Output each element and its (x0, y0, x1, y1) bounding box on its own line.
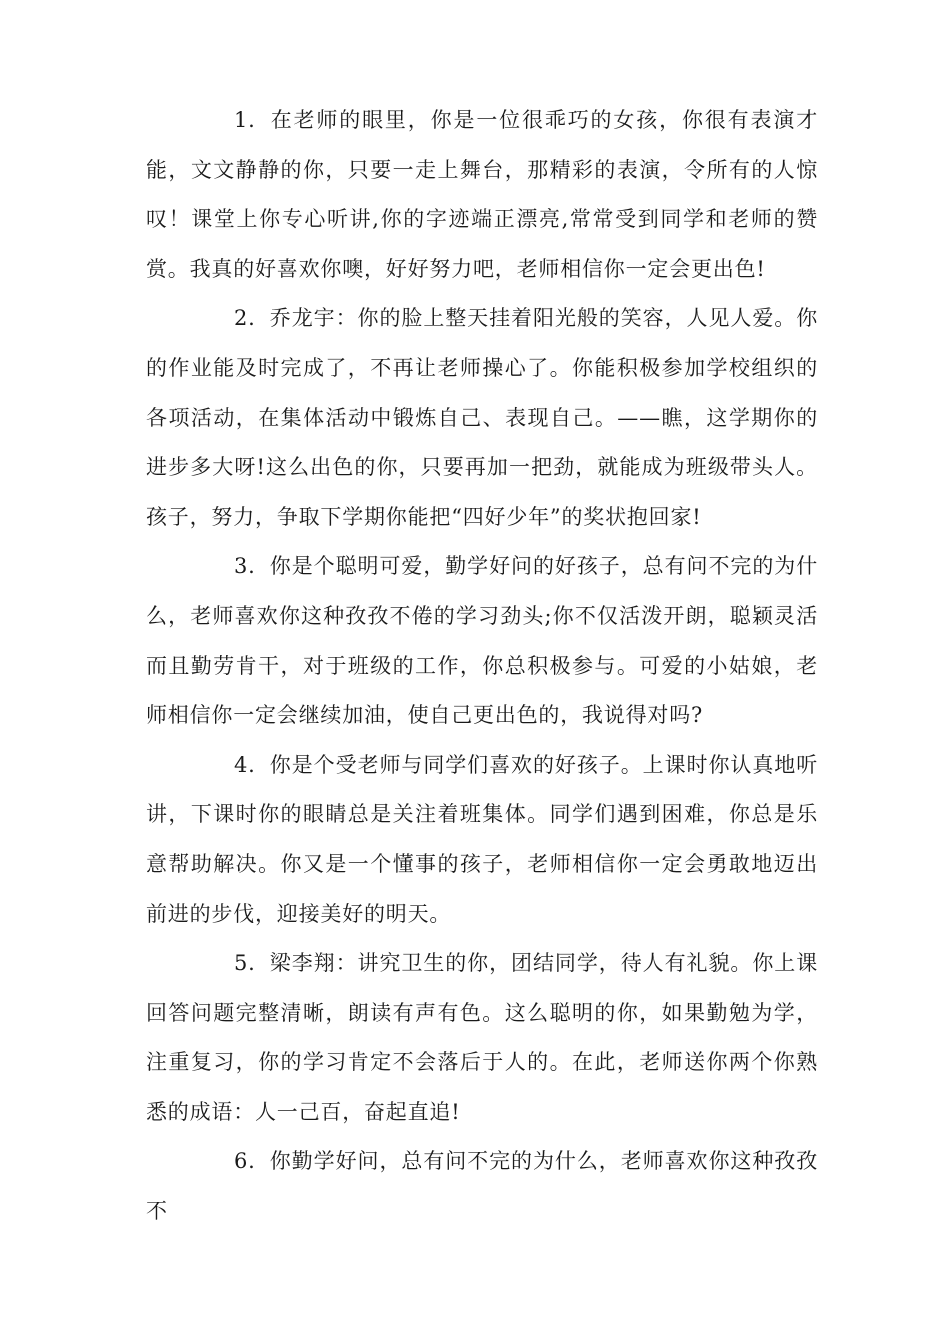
paragraph-1 (146, 96, 818, 294)
paragraph-number: 1. (234, 108, 256, 132)
paragraph-number: 4. (234, 752, 256, 777)
paragraph-number: 5. (234, 951, 256, 976)
paragraph-3 (146, 542, 818, 740)
paragraph-text: 你是个受老师与同学们喜欢的好孩子。上课时你认真地听讲，下课时你的眼睛总是关注着班集体。同学们遇到困难，你总是乐意帮助解决。你又是一个懂事的孩子，老师相信你一定会勇敢地迈出前进的步伐，迎接美好的明天。 (146, 752, 818, 926)
paragraph-text: 在老师的眼里，你是一位很乖巧的女孩，你很有表演才能，文文静静的你，只要一走上舞台，那精彩的表演，令所有的人惊叹！课堂上你专心听讲,你的字迹端正漂亮,常常受到同学和老师的赞赏。我真的好喜欢你噢，好好努力吧，老师相信你一定会更出色! (146, 108, 818, 281)
paragraph-6 (146, 1137, 818, 1236)
paragraph-2 (146, 294, 818, 542)
document-body (146, 96, 818, 1237)
paragraph-text: 你是个聪明可爱，勤学好问的好孩子，总有问不完的为什么，老师喜欢你这种孜孜不倦的学习劲头;你不仅活泼开朗，聪颖灵活而且勤劳肯干，对于班级的工作，你总积极参与。可爱的小姑娘，老师相信你一定会继续加油，使自己更出色的，我说得对吗? (146, 554, 818, 728)
paragraph-number: 6. (234, 1149, 256, 1174)
paragraph-number: 3. (234, 554, 256, 579)
paragraph-text: 你勤学好问，总有问不完的为什么，老师喜欢你这种孜孜不 (146, 1149, 818, 1224)
paragraph-text: 乔龙宇：你的脸上整天挂着阳光般的笑容，人见人爱。你的作业能及时完成了，不再让老师操心了。你能积极参加学校组织的各项活动，在集体活动中锻炼自己、表现自己。——瞧，这学期你的进步多大呀!这么出色的你，只要再加一把劲，就能成为班级带头人。孩子，努力，争取下学期你能把“四好少年”的奖状抱回家! (146, 306, 818, 529)
paragraph-5 (146, 939, 818, 1137)
paragraph-text: 梁李翔：讲究卫生的你，团结同学，待人有礼貌。你上课回答问题完整清晰，朗读有声有色。这么聪明的你，如果勤勉为学，注重复习，你的学习肯定不会落后于人的。在此，老师送你两个你熟悉的成语：人一己百，奋起直追! (146, 951, 818, 1124)
paragraph-4 (146, 741, 818, 939)
paragraph-number: 2. (234, 306, 256, 331)
